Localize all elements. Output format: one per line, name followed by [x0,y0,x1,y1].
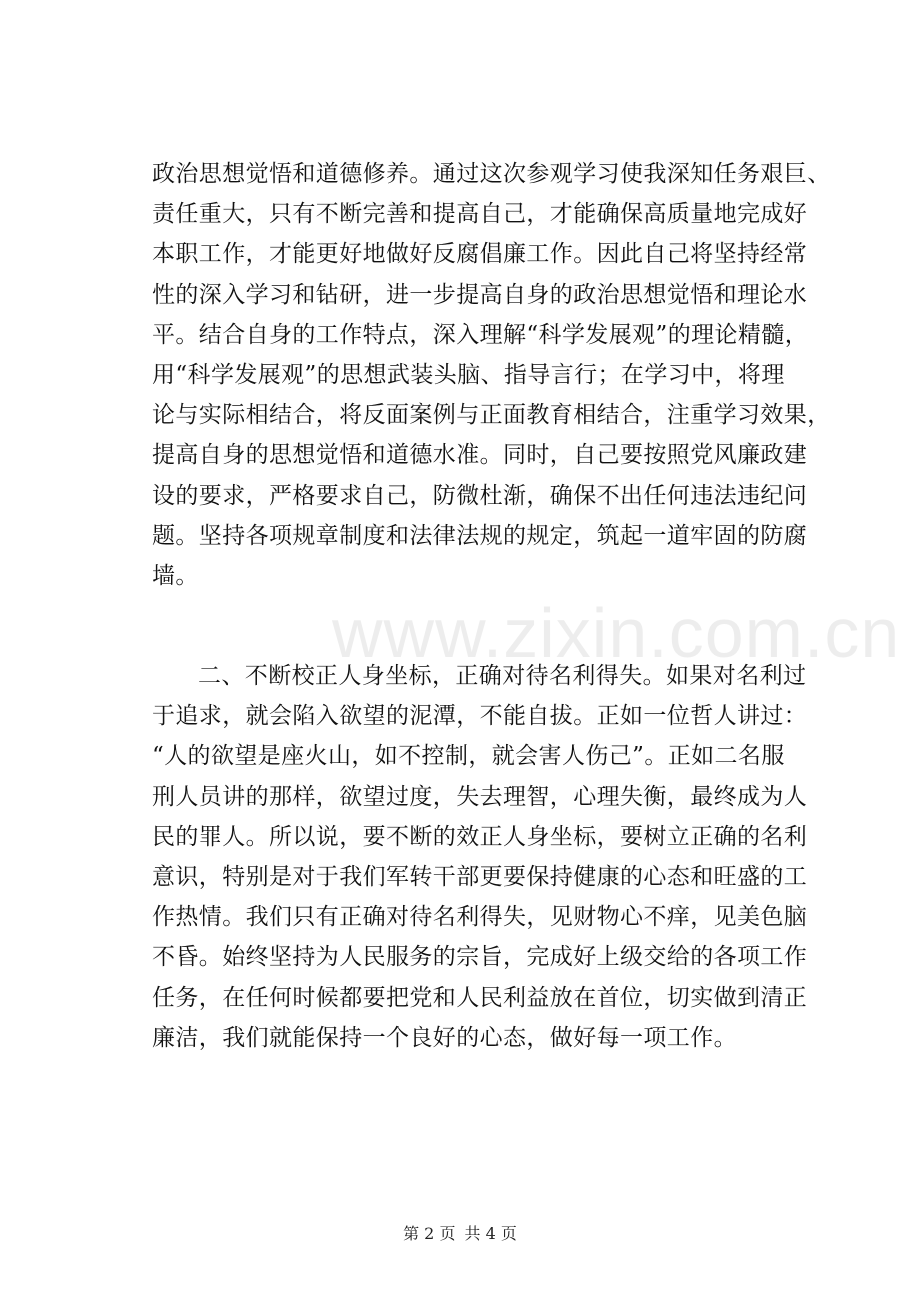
page-footer [0,1222,920,1246]
text-line: 廉洁，我们就能保持一个良好的心态，做好每一项工作。 [152,1024,737,1051]
text-line: 用“科学发展观”的思想武装头脑、指导言行；在学习中，将理 [152,361,785,388]
paragraph-two [152,656,832,1058]
text-line: 民的罪人。所以说，要不断的效正人身坐标，要树立正确的名利 [152,823,808,850]
page-number: 第 2 页 [403,1224,456,1243]
text-line: 责任重大，只有不断完善和提高自己，才能确保高质量地完成好 [152,201,808,228]
text-line: 平。结合自身的工作特点，深入理解“科学发展观”的理论精髓， [152,321,809,348]
text-line: “人的欲望是座火山，如不控制，就会害人伤己”。正如二名服 [152,743,785,770]
text-line: 论与实际相结合，将反面案例与正面教育相结合，注重学习效果， [152,402,831,429]
page-count: 共 4 页 [464,1224,517,1243]
text-line: 本职工作，才能更好地做好反腐倡廉工作。因此自己将坚持经常 [152,241,808,268]
text-line: 刑人员讲的那样，欲望过度，失去理智，心理失衡，最终成为人 [152,783,808,810]
text-line: 性的深入学习和钻研，进一步提高自身的政治思想觉悟和理论水 [152,281,808,308]
text-line: 设的要求，严格要求自己，防微杜渐，确保不出任何违法违纪问 [152,482,808,509]
text-line: 墙。 [152,562,199,589]
text-line: 不昏。始终坚持为人民服务的宗旨，完成好上级交给的各项工作 [152,944,808,971]
text-line: 提高自身的思想觉悟和道德水准。同时，自己要按照党风廉政建 [152,442,808,469]
text-line: 二、不断校正人身坐标，正确对待名利得失。如果对名利过 [198,663,807,689]
text-line: 题。坚持各项规章制度和法律法规的规定，筑起一道牢固的防腐 [152,522,808,549]
watermark: www.zixin.com.cn [332,594,901,672]
text-line: 任务，在任何时候都要把党和人民利益放在首位，切实做到清正 [152,984,808,1011]
paragraph-continuation [152,154,832,596]
text-line: 政治思想觉悟和道德修养。通过这次参观学习使我深知任务艰巨、 [152,161,831,187]
text-line: 意识，特别是对于我们军转干部更要保持健康的心态和旺盛的工 [152,863,808,890]
text-line: 于追求，就会陷入欲望的泥潭，不能自拔。正如一位哲人讲过： [152,703,808,730]
text-line: 作热情。我们只有正确对待名利得失，见财物心不痒，见美色脑 [152,904,808,931]
